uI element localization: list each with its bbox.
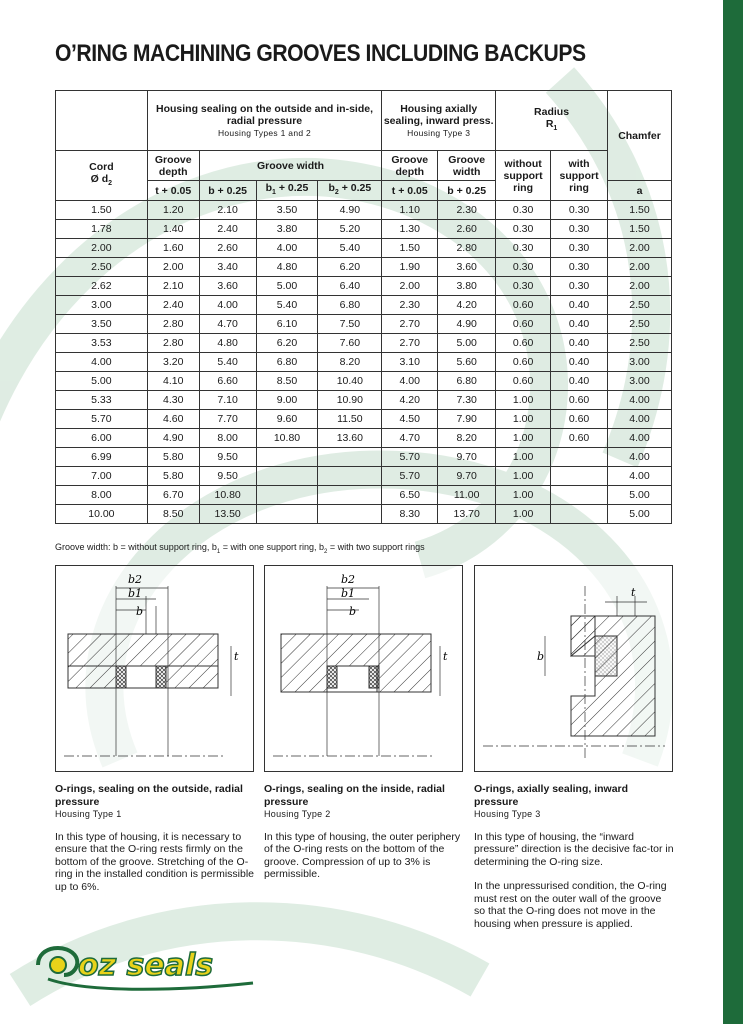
- table-cell: 4.80: [256, 258, 318, 277]
- table-cell: 3.60: [438, 258, 496, 277]
- table-cell: 5.40: [256, 296, 318, 315]
- table-cell: 1.10: [382, 201, 438, 220]
- table-cell: 8.20: [318, 353, 382, 372]
- table-cell: 4.70: [199, 315, 256, 334]
- table-cell: [256, 467, 318, 486]
- table-row: [56, 505, 672, 524]
- table-cell: 0.60: [551, 410, 608, 429]
- table-cell: 2.60: [199, 239, 256, 258]
- table-cell: 3.60: [199, 277, 256, 296]
- page-title: O’RING MACHINING GROOVES INCLUDING BACKUPS: [55, 40, 586, 67]
- table-cell: 3.40: [199, 258, 256, 277]
- table-cell: 2.70: [382, 334, 438, 353]
- label-b: b: [349, 605, 357, 618]
- caption-body: In this type of housing, the “inward pressure” direction is the decisive fac-tor in determining the O-ring size.: [474, 830, 674, 868]
- table-cell: 3.00: [56, 296, 148, 315]
- header-group-radial: Housing sealing on the outside and in-side, radial pressure Housing Types 1 and 2: [147, 91, 382, 151]
- table-cell: 2.40: [147, 296, 199, 315]
- table-cell: 4.00: [608, 448, 672, 467]
- table-cell: 10.80: [199, 486, 256, 505]
- table-cell: 9.60: [256, 410, 318, 429]
- header-with-support: with support ring: [551, 151, 608, 201]
- table-cell: 5.80: [147, 448, 199, 467]
- caption-housing-type-3: [474, 783, 674, 930]
- table-cell: [256, 486, 318, 505]
- table-cell: 1.00: [496, 486, 551, 505]
- caption-type: Housing Type 2: [264, 809, 331, 819]
- table-cell: 7.10: [199, 391, 256, 410]
- table-cell: 5.00: [438, 334, 496, 353]
- table-cell: 4.90: [438, 315, 496, 334]
- table-body: [56, 201, 672, 524]
- header-groove-width: Groove width: [199, 151, 382, 181]
- table-cell: 0.40: [551, 353, 608, 372]
- table-cell: 2.00: [608, 277, 672, 296]
- table-cell: 3.10: [382, 353, 438, 372]
- table-row: [56, 239, 672, 258]
- table-cell: 4.00: [608, 429, 672, 448]
- table-cell: 3.00: [608, 372, 672, 391]
- table-cell: 2.40: [199, 220, 256, 239]
- table-cell: 0.30: [551, 239, 608, 258]
- table-cell: 11.00: [438, 486, 496, 505]
- label-b2: b2: [341, 573, 356, 586]
- table-cell: [318, 448, 382, 467]
- table-cell: 2.50: [608, 296, 672, 315]
- table-cell: 0.30: [551, 258, 608, 277]
- table-row: [56, 220, 672, 239]
- table-cell: 5.70: [56, 410, 148, 429]
- table-cell: 2.50: [608, 334, 672, 353]
- table-cell: 4.00: [608, 467, 672, 486]
- table-cell: 1.78: [56, 220, 148, 239]
- table-row: [56, 334, 672, 353]
- table-cell: 1.00: [496, 505, 551, 524]
- table-cell: 7.60: [318, 334, 382, 353]
- table-cell: 2.50: [608, 315, 672, 334]
- label-b1: b1: [341, 587, 356, 600]
- table-cell: 4.60: [147, 410, 199, 429]
- table-cell: 5.00: [56, 372, 148, 391]
- table-cell: 0.40: [551, 296, 608, 315]
- table-cell: 4.90: [318, 201, 382, 220]
- table-cell: 1.20: [147, 201, 199, 220]
- table-cell: [318, 505, 382, 524]
- table-cell: 8.00: [199, 429, 256, 448]
- tol-b3: b + 0.25: [438, 181, 496, 201]
- table-cell: 4.30: [147, 391, 199, 410]
- label-t: t: [443, 650, 448, 663]
- table-row: [56, 391, 672, 410]
- table-cell: [551, 467, 608, 486]
- table-cell: 7.00: [56, 467, 148, 486]
- table-row: [56, 448, 672, 467]
- table-cell: 2.70: [382, 315, 438, 334]
- table-cell: 8.30: [382, 505, 438, 524]
- table-cell: 1.00: [496, 410, 551, 429]
- table-cell: 0.60: [551, 429, 608, 448]
- table-cell: 6.99: [56, 448, 148, 467]
- diagram-housing-type-2: [264, 565, 463, 772]
- table-cell: 0.30: [496, 258, 551, 277]
- table-cell: 5.00: [608, 486, 672, 505]
- table-row: [56, 429, 672, 448]
- table-cell: 9.50: [199, 467, 256, 486]
- table-row: [56, 467, 672, 486]
- table-cell: 13.60: [318, 429, 382, 448]
- table-cell: 6.80: [438, 372, 496, 391]
- table-cell: 5.20: [318, 220, 382, 239]
- table-cell: 0.40: [551, 372, 608, 391]
- table-row: [56, 353, 672, 372]
- table-cell: 1.60: [147, 239, 199, 258]
- table-cell: [551, 486, 608, 505]
- table-cell: [256, 448, 318, 467]
- table-cell: [256, 505, 318, 524]
- tol-b: b + 0.25: [199, 181, 256, 201]
- table-cell: 2.00: [608, 239, 672, 258]
- table-cell: 4.10: [147, 372, 199, 391]
- table-cell: 2.00: [56, 239, 148, 258]
- table-cell: 4.90: [147, 429, 199, 448]
- table-cell: 10.00: [56, 505, 148, 524]
- table-cell: 0.40: [551, 315, 608, 334]
- table-cell: [318, 486, 382, 505]
- table-row: [56, 486, 672, 505]
- table-cell: 10.40: [318, 372, 382, 391]
- table-cell: 2.10: [199, 201, 256, 220]
- table-cell: 5.00: [608, 505, 672, 524]
- table-cell: 0.30: [496, 201, 551, 220]
- table-row: [56, 410, 672, 429]
- table-cell: 5.60: [438, 353, 496, 372]
- table-cell: 6.80: [318, 296, 382, 315]
- table-cell: 2.10: [147, 277, 199, 296]
- table-cell: 4.00: [199, 296, 256, 315]
- table-cell: 1.50: [56, 201, 148, 220]
- table-cell: 0.30: [496, 220, 551, 239]
- caption-housing-type-1: [55, 783, 255, 893]
- table-cell: 13.50: [199, 505, 256, 524]
- table-cell: 7.50: [318, 315, 382, 334]
- table-cell: 11.50: [318, 410, 382, 429]
- table-cell: 3.20: [147, 353, 199, 372]
- table-cell: 4.00: [608, 391, 672, 410]
- header-without-support: without support ring: [496, 151, 551, 201]
- table-cell: 1.30: [382, 220, 438, 239]
- caption-body: In the unpressurised condition, the O-ring must rest on the outer wall of the groove so that the O-ring does not move in the housing when pressure is applied.: [474, 880, 667, 930]
- table-cell: 5.33: [56, 391, 148, 410]
- table-cell: 5.70: [382, 467, 438, 486]
- groove-width-note: Groove width: b = without support ring, $b_1$ = with one support ring, $b_2$ = with two support rings: [55, 542, 425, 555]
- table-cell: 5.70: [382, 448, 438, 467]
- table-cell: 6.60: [199, 372, 256, 391]
- table-cell: 2.50: [56, 258, 148, 277]
- tol-t3: t + 0.05: [382, 181, 438, 201]
- table-cell: 0.60: [496, 353, 551, 372]
- tol-t: t + 0.05: [147, 181, 199, 201]
- header-a: a: [608, 181, 672, 201]
- table-cell: 3.00: [608, 353, 672, 372]
- caption-type: Housing Type 1: [55, 809, 122, 819]
- table-cell: 9.00: [256, 391, 318, 410]
- table-cell: 6.40: [318, 277, 382, 296]
- table-cell: 3.80: [256, 220, 318, 239]
- table-cell: 0.60: [496, 334, 551, 353]
- table-cell: 2.80: [147, 315, 199, 334]
- table-row: [56, 296, 672, 315]
- table-cell: 3.50: [256, 201, 318, 220]
- corner-cell: [56, 91, 148, 151]
- groove-dimensions-table: [55, 90, 672, 524]
- table-cell: 2.80: [438, 239, 496, 258]
- header-radius: Radius $R_1$: [496, 91, 608, 151]
- table-cell: 0.30: [551, 277, 608, 296]
- table-cell: 2.80: [147, 334, 199, 353]
- table-cell: 9.70: [438, 467, 496, 486]
- table-cell: 1.50: [608, 220, 672, 239]
- table-cell: 8.50: [147, 505, 199, 524]
- logo-text: oz seals: [78, 948, 214, 983]
- label-b: b: [537, 650, 545, 663]
- table-cell: 8.50: [256, 372, 318, 391]
- brand-side-bar: [723, 0, 743, 1024]
- caption-type: Housing Type 3: [474, 809, 541, 819]
- table-cell: 0.30: [496, 277, 551, 296]
- table-cell: 1.50: [608, 201, 672, 220]
- table-cell: 7.30: [438, 391, 496, 410]
- table-cell: 1.00: [496, 391, 551, 410]
- table-cell: 2.30: [438, 201, 496, 220]
- table-row: [56, 315, 672, 334]
- table-cell: 2.30: [382, 296, 438, 315]
- table-cell: 0.60: [496, 296, 551, 315]
- table-cell: 10.80: [256, 429, 318, 448]
- table-cell: 2.00: [147, 258, 199, 277]
- table-cell: 1.90: [382, 258, 438, 277]
- table-cell: 6.20: [318, 258, 382, 277]
- table-cell: 5.80: [147, 467, 199, 486]
- header-groove-depth: Groove depth: [147, 151, 199, 181]
- table-cell: 0.30: [496, 239, 551, 258]
- table-cell: 0.30: [551, 220, 608, 239]
- table-cell: 13.70: [438, 505, 496, 524]
- caption-housing-type-2: [264, 783, 464, 881]
- oz-seals-logo: [28, 935, 258, 995]
- table-cell: 2.60: [438, 220, 496, 239]
- table-cell: 2.00: [382, 277, 438, 296]
- table-cell: 0.60: [551, 391, 608, 410]
- table-cell: 6.80: [256, 353, 318, 372]
- table-cell: 3.50: [56, 315, 148, 334]
- label-t: t: [234, 650, 239, 663]
- table-cell: 1.00: [496, 467, 551, 486]
- table-cell: [551, 448, 608, 467]
- table-row: [56, 277, 672, 296]
- caption-body: In this type of housing, it is necessary to ensure that the O-ring rests firmly on the bottom of the groove. Stretching of the O-ring in the installed condition is permissible up to 6%.: [55, 830, 255, 893]
- table-cell: 7.70: [199, 410, 256, 429]
- table-cell: 6.20: [256, 334, 318, 353]
- table-cell: 0.30: [551, 201, 608, 220]
- table-cell: 6.70: [147, 486, 199, 505]
- table-cell: 1.40: [147, 220, 199, 239]
- header-group-axial: Housing axially sealing, inward press. Housing Type 3: [382, 91, 496, 151]
- table-cell: 3.53: [56, 334, 148, 353]
- table-cell: 4.00: [382, 372, 438, 391]
- table-cell: 4.50: [382, 410, 438, 429]
- table-cell: 10.90: [318, 391, 382, 410]
- tol-b2: $b_2 + 0.25$: [318, 181, 382, 201]
- table-cell: 2.00: [608, 258, 672, 277]
- table-cell: 5.40: [318, 239, 382, 258]
- caption-title: O-rings, sealing on the outside, radial pressure: [55, 783, 243, 808]
- table-cell: 1.00: [496, 448, 551, 467]
- table-cell: 1.00: [496, 429, 551, 448]
- table-row: [56, 201, 672, 220]
- label-t: t: [631, 586, 636, 599]
- caption-body: In this type of housing, the outer periphery of the O-ring rests on the bottom of the groove. Compression of up to 3% is permissible.: [264, 830, 461, 880]
- table-cell: 4.20: [382, 391, 438, 410]
- diagram-housing-type-1: [55, 565, 254, 772]
- table-cell: 4.00: [608, 410, 672, 429]
- table-cell: 0.40: [551, 334, 608, 353]
- table-row: [56, 258, 672, 277]
- table-cell: 5.00: [256, 277, 318, 296]
- table-cell: 5.40: [199, 353, 256, 372]
- header-groove-depth-3: Groove depth: [382, 151, 438, 181]
- header-cord: Cord Ø $d_2$: [56, 151, 148, 201]
- tol-b1: $b_1 + 0.25$: [256, 181, 318, 201]
- label-b: b: [136, 605, 144, 618]
- table-cell: 4.20: [438, 296, 496, 315]
- table-row: [56, 372, 672, 391]
- table-cell: 4.70: [382, 429, 438, 448]
- table-cell: [551, 505, 608, 524]
- table-cell: 6.50: [382, 486, 438, 505]
- table-cell: 8.20: [438, 429, 496, 448]
- table-cell: 4.00: [56, 353, 148, 372]
- table-cell: 9.70: [438, 448, 496, 467]
- table-cell: 2.62: [56, 277, 148, 296]
- caption-title: O-rings, sealing on the inside, radial pressure: [264, 783, 445, 808]
- table-cell: 1.50: [382, 239, 438, 258]
- table-cell: 6.00: [56, 429, 148, 448]
- table-cell: 8.00: [56, 486, 148, 505]
- table-cell: 7.90: [438, 410, 496, 429]
- table-cell: 3.80: [438, 277, 496, 296]
- table-cell: 4.80: [199, 334, 256, 353]
- label-b1: b1: [128, 587, 143, 600]
- table-cell: 6.10: [256, 315, 318, 334]
- table-cell: 0.60: [496, 315, 551, 334]
- label-b2: b2: [128, 573, 143, 586]
- table-cell: 9.50: [199, 448, 256, 467]
- table-cell: 4.00: [256, 239, 318, 258]
- caption-title: O-rings, axially sealing, inward pressure: [474, 783, 629, 808]
- table-cell: [318, 467, 382, 486]
- header-chamfer: Chamfer: [608, 91, 672, 181]
- header-groove-width-3: Groove width: [438, 151, 496, 181]
- table-cell: 0.60: [496, 372, 551, 391]
- diagram-housing-type-3: [474, 565, 673, 772]
